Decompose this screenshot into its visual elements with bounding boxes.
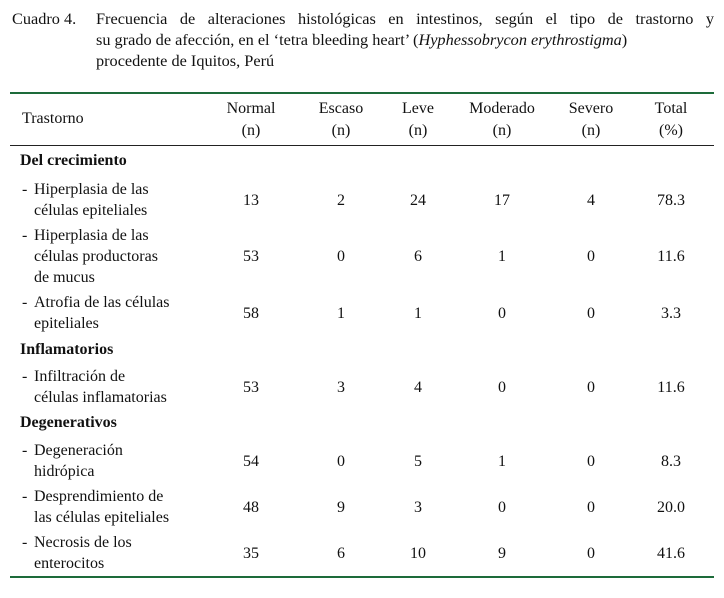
row-label <box>22 366 167 408</box>
row-label-first-line <box>22 225 158 246</box>
cell-moderado: 0 <box>498 498 506 516</box>
cell-escaso: 9 <box>337 498 345 516</box>
row-label-first-line <box>22 486 169 507</box>
cell-normal: 48 <box>243 498 259 516</box>
cell-total: 20.0 <box>657 498 685 516</box>
cell-leve: 5 <box>414 452 422 470</box>
header-severo-label: Severo <box>568 100 614 117</box>
caption-line-1 <box>96 8 714 29</box>
cell-total: 8.3 <box>661 452 681 470</box>
cell-severo: 0 <box>587 304 595 322</box>
row-label <box>22 486 169 528</box>
row-label-text: células epiteliales <box>34 202 148 219</box>
cell-normal: 53 <box>243 378 259 396</box>
cell-moderado: 0 <box>498 378 506 396</box>
caption-line-2 <box>96 29 714 50</box>
caption-word: alteraciones <box>207 9 286 28</box>
header-total-unit: (%) <box>659 122 683 139</box>
species-name: Hyphessobrycon erythrostigma <box>418 30 622 49</box>
cell-normal: 58 <box>243 304 259 322</box>
cell-total: 3.3 <box>661 304 681 322</box>
row-label <box>22 225 158 288</box>
row-label-text: células productoras <box>34 248 158 265</box>
table-caption <box>12 8 714 71</box>
header-normal-unit: (n) <box>241 122 261 139</box>
cell-severo: 0 <box>587 452 595 470</box>
caption-word: trastorno <box>635 9 694 28</box>
row-label-text: las células epiteliales <box>34 509 170 526</box>
bullet-dash: - <box>22 294 28 311</box>
section-title: Degenerativos <box>20 414 117 431</box>
header-normal <box>211 98 291 142</box>
row-label-text: Hiperplasia de las <box>34 181 149 198</box>
cell-severo: 0 <box>587 498 595 516</box>
cell-total: 78.3 <box>657 191 685 209</box>
caption-line-2-text: su grado de afección, en el ‘tetra bleeding heart’ ( <box>96 30 419 49</box>
cell-escaso: 6 <box>337 544 345 562</box>
header-severo <box>551 98 631 142</box>
row-label-text: Infiltración de <box>34 368 126 385</box>
cell-moderado: 1 <box>498 452 506 470</box>
row-label-text: enterocitos <box>34 555 105 572</box>
bullet-dash: - <box>22 442 28 459</box>
cell-leve: 1 <box>414 304 422 322</box>
caption-word: Frecuencia <box>96 9 168 28</box>
cell-escaso: 1 <box>337 304 345 322</box>
row-label <box>22 179 149 221</box>
cell-escaso: 2 <box>337 191 345 209</box>
caption-word: tipo <box>569 9 596 28</box>
cell-severo: 4 <box>587 191 595 209</box>
header-rule <box>10 145 714 146</box>
caption-word: histológicas <box>298 9 376 28</box>
row-label-first-line <box>22 440 123 461</box>
cell-leve: 24 <box>410 191 426 209</box>
caption-text <box>96 8 714 71</box>
caption-line-3: procedente de Iquitos, Perú <box>96 51 275 70</box>
caption-word: de <box>179 9 196 28</box>
cell-normal: 13 <box>243 191 259 209</box>
row-label-first-line <box>22 292 170 313</box>
header-total-label: Total <box>654 100 688 117</box>
cell-moderado: 17 <box>494 191 510 209</box>
header-leve <box>378 98 458 142</box>
cell-severo: 0 <box>587 248 595 265</box>
cell-total: 11.6 <box>657 378 685 396</box>
cell-leve: 3 <box>414 498 422 516</box>
section-title: Inflamatorios <box>20 341 114 358</box>
header-total <box>631 98 711 142</box>
cell-normal: 35 <box>243 544 259 562</box>
header-severo-unit: (n) <box>581 122 601 139</box>
row-label-first-line <box>22 532 132 553</box>
row-label-text: epiteliales <box>34 315 99 332</box>
cell-normal: 54 <box>243 452 259 470</box>
cell-leve: 4 <box>414 378 422 396</box>
header-leve-unit: (n) <box>408 122 428 139</box>
cell-total: 41.6 <box>657 544 685 562</box>
caption-line-2-close: ) <box>621 30 628 49</box>
header-normal-label: Normal <box>226 100 276 117</box>
section-title: Del crecimiento <box>20 152 127 169</box>
caption-word: de <box>607 9 624 28</box>
table-bottom-rule <box>10 576 714 578</box>
header-moderado <box>461 98 543 142</box>
header-leve-label: Leve <box>402 100 434 117</box>
bullet-dash: - <box>22 227 28 244</box>
row-label-text: Necrosis de los <box>34 534 132 551</box>
row-label <box>22 532 132 574</box>
caption-word: según <box>495 9 534 28</box>
caption-label: Cuadro 4. <box>12 9 77 28</box>
cell-normal: 53 <box>243 248 259 265</box>
header-moderado-unit: (n) <box>492 122 512 139</box>
bullet-dash: - <box>22 368 28 385</box>
row-label-text: células inflamatorias <box>34 389 167 406</box>
row-label-first-line <box>22 179 149 200</box>
row-label <box>22 440 123 482</box>
cell-moderado: 1 <box>498 248 506 265</box>
row-label-text: Atrofia de las células <box>34 294 170 311</box>
caption-word: intestinos, <box>416 9 483 28</box>
header-trastorno: Trastorno <box>22 110 84 127</box>
caption-word: y <box>705 9 714 28</box>
bullet-dash: - <box>22 534 28 551</box>
row-label-text: Degeneración <box>34 442 123 459</box>
cell-moderado: 0 <box>498 304 506 322</box>
bullet-dash: - <box>22 181 28 198</box>
header-moderado-label: Moderado <box>469 100 535 117</box>
caption-word: en <box>388 9 404 28</box>
cell-severo: 0 <box>587 544 595 562</box>
row-label-text: de mucus <box>34 269 95 286</box>
cell-moderado: 9 <box>498 544 506 562</box>
row-label <box>22 292 170 334</box>
caption-word: el <box>545 9 558 28</box>
cell-leve: 10 <box>410 544 426 562</box>
cell-escaso: 0 <box>337 452 345 470</box>
table-top-rule <box>10 92 714 94</box>
bullet-dash: - <box>22 488 28 505</box>
header-escaso-label: Escaso <box>318 100 364 117</box>
row-label-text: Desprendimiento de <box>34 488 164 505</box>
row-label-text: hidrópica <box>34 463 95 480</box>
cell-escaso: 3 <box>337 378 345 396</box>
header-escaso <box>301 98 381 142</box>
cell-total: 11.6 <box>657 248 685 265</box>
row-label-first-line <box>22 366 167 387</box>
cell-severo: 0 <box>587 378 595 396</box>
row-label-text: Hiperplasia de las <box>34 227 149 244</box>
cell-escaso: 0 <box>337 248 345 265</box>
cell-leve: 6 <box>414 248 422 265</box>
header-escaso-unit: (n) <box>331 122 351 139</box>
